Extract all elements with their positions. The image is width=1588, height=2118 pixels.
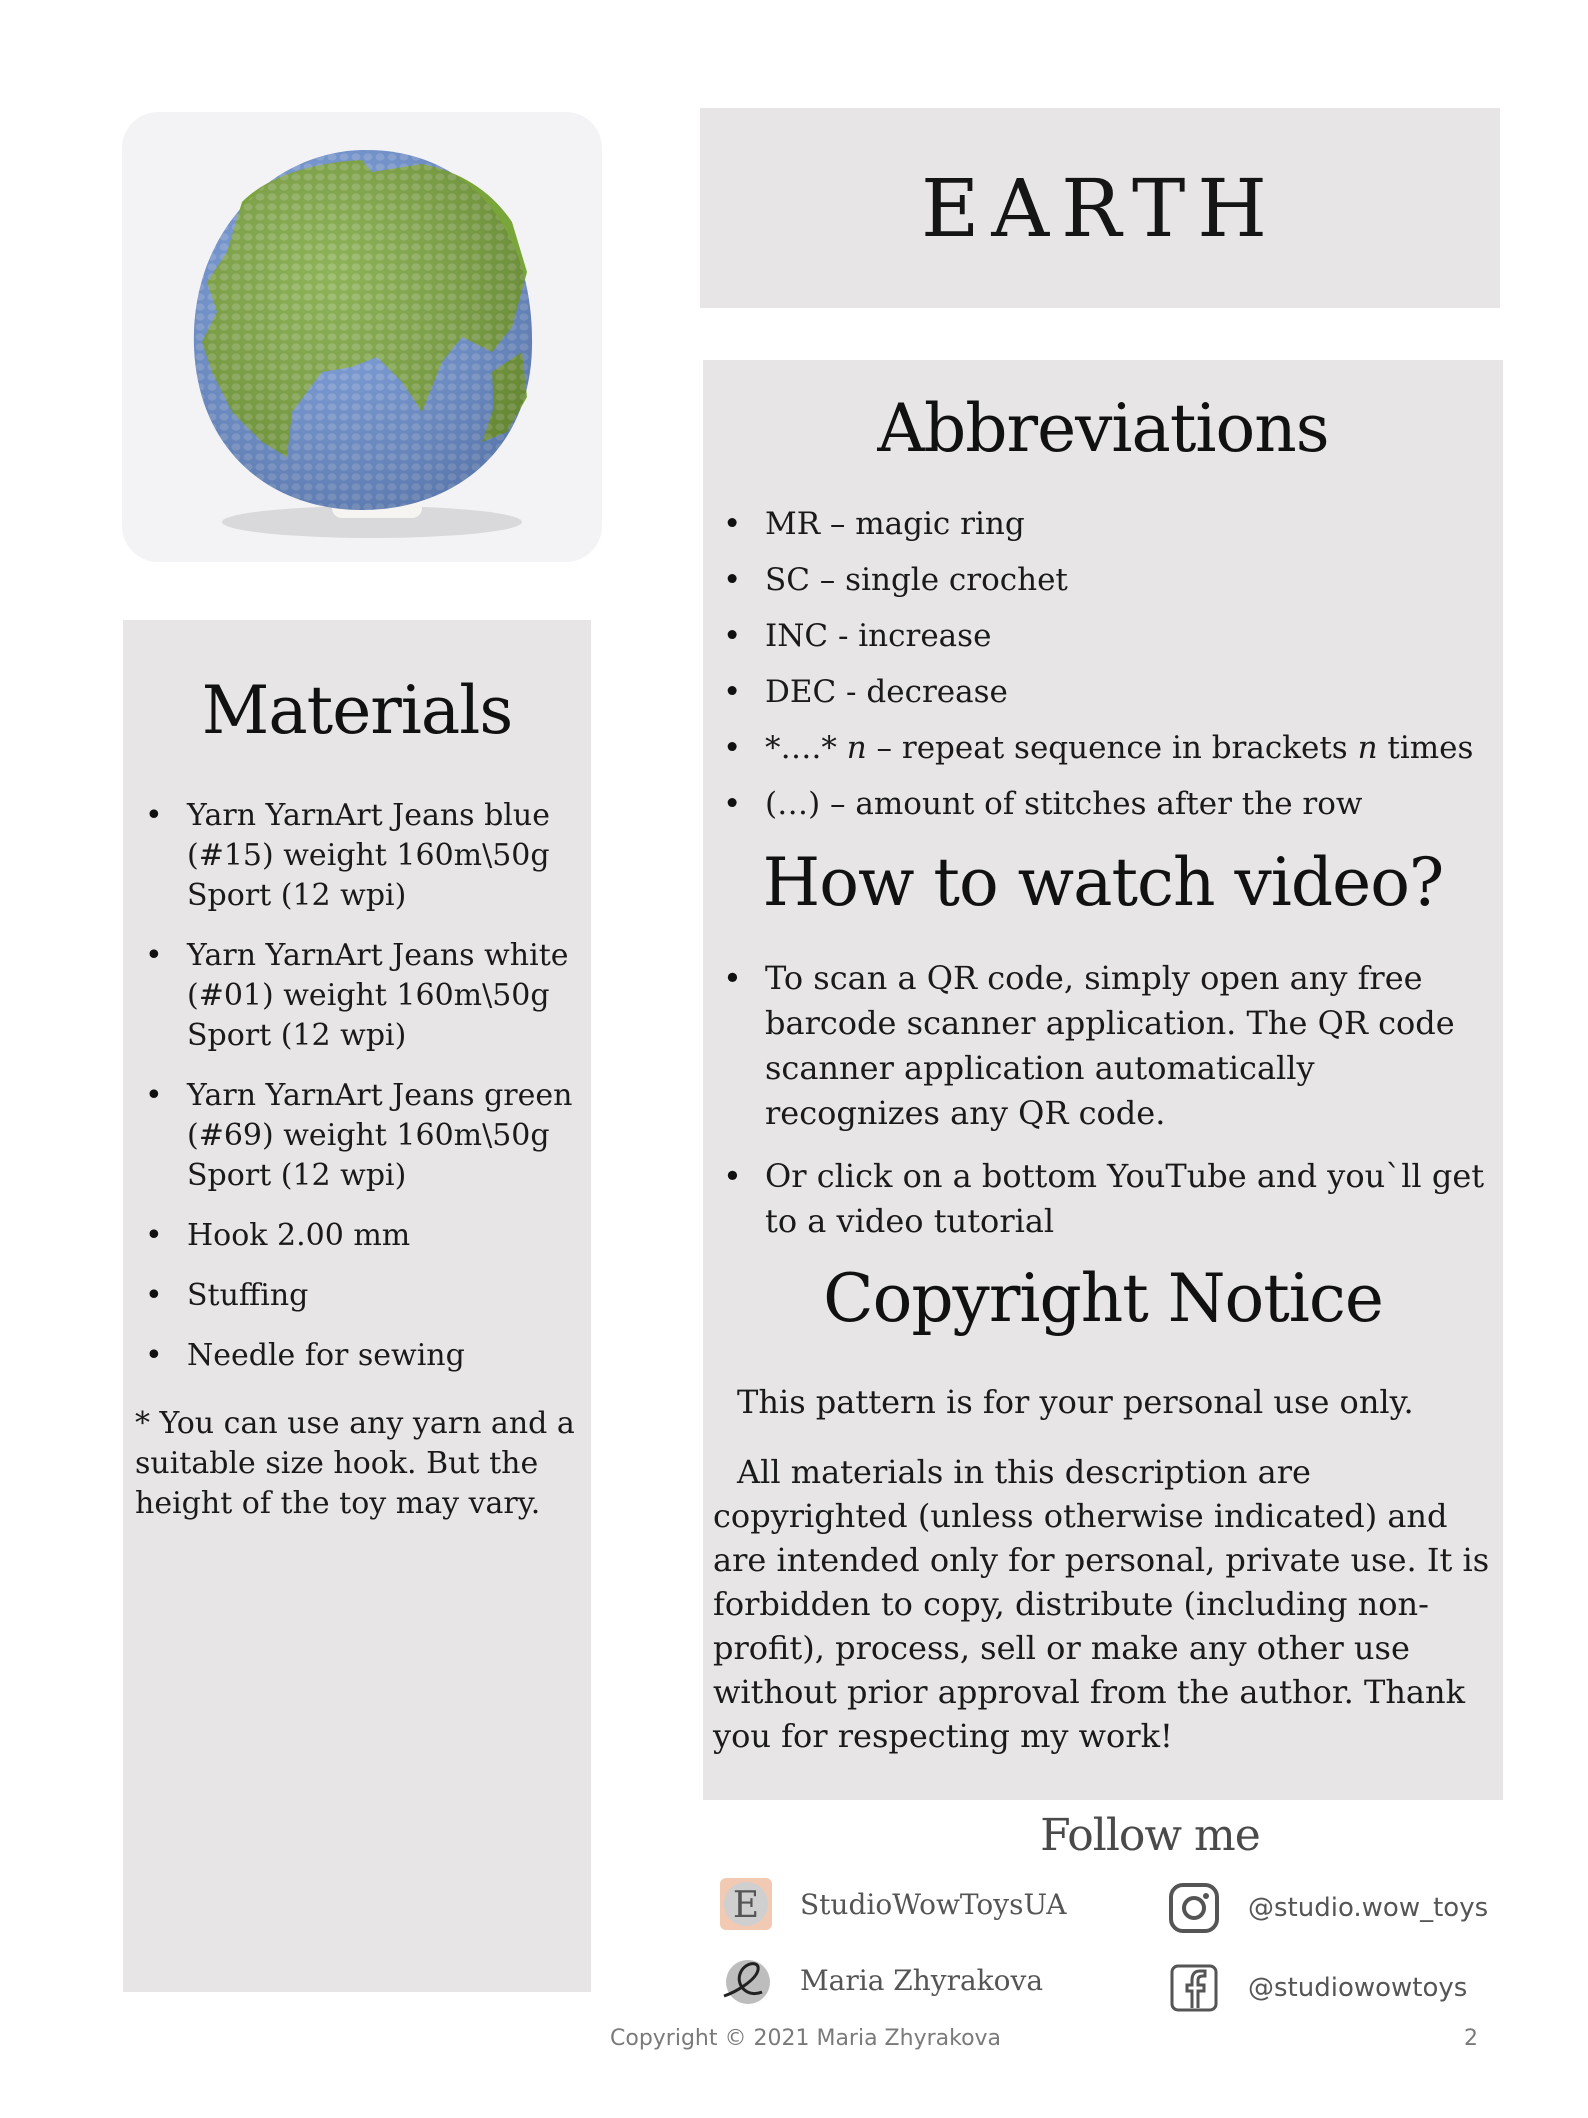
instagram-link[interactable]	[1166, 1880, 1488, 1936]
repeat-n: n	[846, 730, 867, 766]
materials-list	[135, 796, 575, 1396]
copyright-text: All materials in this description are copyrighted (unless otherwise indicated) and are intended only for personal, private use. It is forbidden to copy, distribute (including non-profit), process, sell or make any other use without prior approval from the author. Thank you for respecting my work!	[713, 1453, 1490, 1755]
etsy-icon	[718, 1876, 774, 1932]
list-item: • (…) – amount of stitches after the row	[713, 776, 1493, 832]
list-item: • Hook 2.00 mm	[135, 1216, 575, 1256]
facebook-link[interactable]	[1166, 1960, 1467, 2016]
list-item: • MR – magic ring	[713, 496, 1493, 552]
author-link[interactable]	[718, 1952, 1043, 2008]
materials-note: * You can use any yarn and a suitable size hook. But the height of the toy may vary.	[135, 1406, 575, 1521]
repeat-n: n	[1357, 730, 1378, 766]
author-logo-icon	[718, 1952, 774, 2008]
materials-panel	[123, 620, 591, 1992]
instagram-label: @studio.wow_toys	[1248, 1893, 1489, 1923]
repeat-middle: – repeat sequence in brackets	[866, 730, 1358, 766]
copyright-text: This pattern is for your personal use only.	[737, 1383, 1414, 1421]
list-item: • Yarn YarnArt Jeans white (#01) weight 160m\50g Sport (12 wpi)	[135, 936, 575, 1056]
title-box	[700, 108, 1500, 308]
list-item: • Yarn YarnArt Jeans green (#69) weight 160m\50g Sport (12 wpi)	[135, 1076, 575, 1196]
instagram-icon	[1166, 1880, 1222, 1936]
etsy-label: StudioWowToysUA	[800, 1887, 1067, 1921]
facebook-label: @studiowowtoys	[1248, 1973, 1468, 2003]
video-heading: How to watch video?	[762, 844, 1444, 921]
crocheted-globe-icon	[122, 112, 602, 562]
page-number: 2	[1464, 2026, 1478, 2051]
list-item: • Or click on a bottom YouTube and you`ll get to a video tutorial	[713, 1154, 1493, 1244]
list-item: • Stuffing	[135, 1276, 575, 1316]
repeat-prefix: *….*	[765, 730, 847, 766]
follow-heading: Follow me	[1040, 1810, 1260, 1861]
list-item: • SC – single crochet	[713, 552, 1493, 608]
abbreviations-heading: Abbreviations	[877, 390, 1329, 467]
copyright-heading: Copyright Notice	[823, 1260, 1383, 1337]
page-title: EARTH	[920, 161, 1280, 255]
etsy-link[interactable]	[718, 1876, 1066, 1932]
info-panel	[703, 360, 1503, 1800]
list-item: • DEC - decrease	[713, 664, 1493, 720]
video-list	[713, 956, 1493, 1262]
list-item: • Yarn YarnArt Jeans blue (#15) weight 160m\50g Sport (12 wpi)	[135, 796, 575, 916]
repeat-suffix: times	[1377, 730, 1474, 766]
list-item: • INC - increase	[713, 608, 1493, 664]
materials-heading: Materials	[201, 672, 513, 749]
facebook-icon	[1166, 1960, 1222, 2016]
svg-text:E: E	[732, 1885, 760, 1926]
footer-copyright: Copyright © 2021 Maria Zhyrakova	[610, 2026, 1002, 2051]
earth-toy-photo	[122, 112, 602, 562]
list-item: • To scan a QR code, simply open any free barcode scanner application. The QR code scanner application automatically recognizes any QR code.	[713, 956, 1493, 1136]
author-label: Maria Zhyrakova	[800, 1963, 1044, 1997]
list-item: • Needle for sewing	[135, 1336, 575, 1376]
list-item	[713, 720, 1493, 776]
abbreviations-list	[713, 496, 1493, 832]
